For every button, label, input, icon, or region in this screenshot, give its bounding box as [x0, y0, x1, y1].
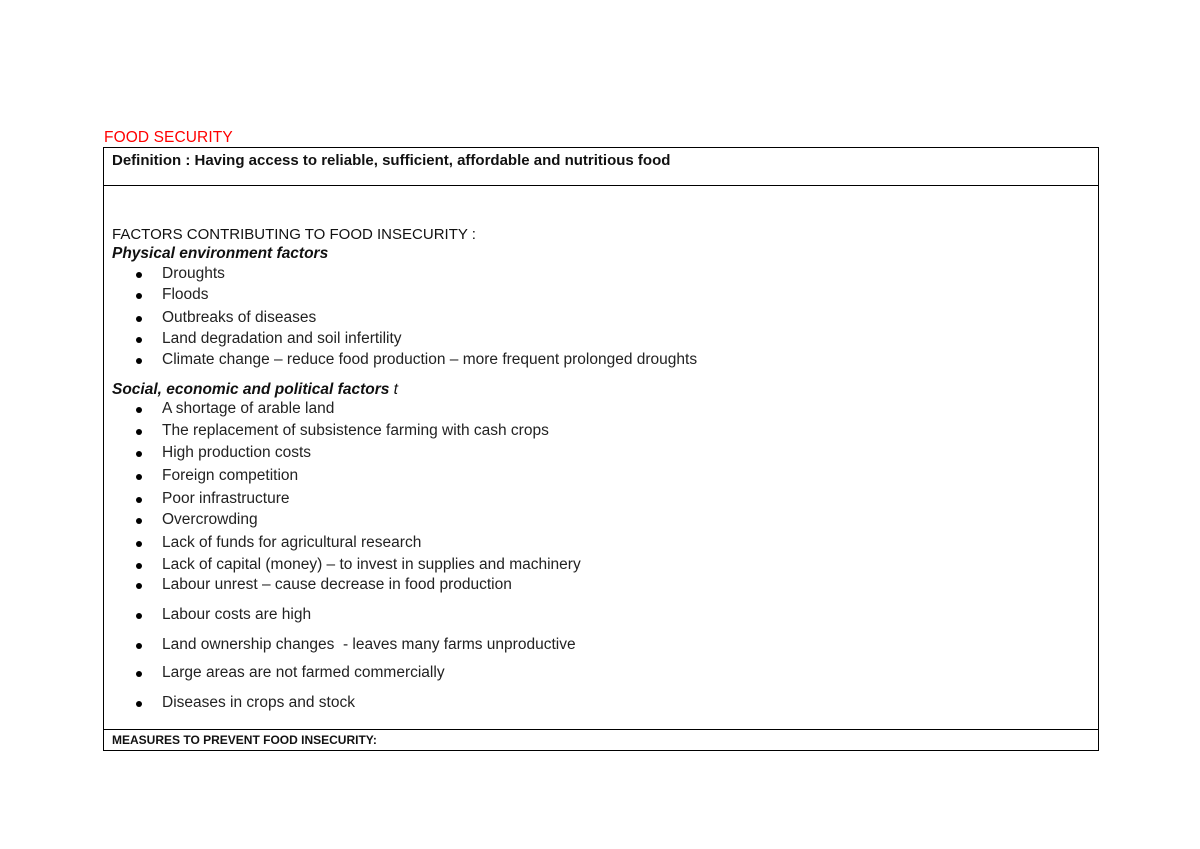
- document-title: FOOD SECURITY: [104, 129, 233, 146]
- bullet-icon: [136, 613, 142, 619]
- bullet-icon: [136, 518, 142, 524]
- bullet-icon: [136, 671, 142, 677]
- bullet-icon: [136, 497, 142, 503]
- factors-heading: FACTORS CONTRIBUTING TO FOOD INSECURITY :: [112, 226, 476, 243]
- bullet-icon: [136, 451, 142, 457]
- bullet-icon: [136, 358, 142, 364]
- social-factors-heading-text: Social, economic and political factors: [112, 381, 390, 398]
- bullet-icon: [136, 701, 142, 707]
- bullet-icon: [136, 643, 142, 649]
- bullet-icon: [136, 474, 142, 480]
- measures-heading: MEASURES TO PREVENT FOOD INSECURITY:: [112, 733, 377, 747]
- factors-row: FACTORS CONTRIBUTING TO FOOD INSECURITY : Physical environment factors Droughts Floods Outbreaks of diseases Land degradation and soil infertility Climate change – reduce food production – more frequent prolonged droughts Social, economic and political factors t A shortage of arable land The replacement of subsistence farming with cash crops High production costs Foreign competition Poor infrastructure Overcrowding Lack of funds for agricultural research Lack of capital (money) – to invest in supplies and machinery Labour unrest – cause decrease in food production Labour costs are high Land ownership changes - leaves many farms unproductive Large areas are not farmed commercially Diseases in crops and stock: [104, 186, 1098, 730]
- definition-text: Definition : Having access to reliable, sufficient, affordable and nutritious food: [112, 152, 671, 169]
- bullet-icon: [136, 563, 142, 569]
- social-factors-heading-tail: t: [389, 381, 398, 398]
- bullet-icon: [136, 316, 142, 322]
- bullet-icon: [136, 407, 142, 413]
- bullet-icon: [136, 337, 142, 343]
- bullet-icon: [136, 429, 142, 435]
- definition-row: [104, 148, 1098, 186]
- social-factors-heading: [112, 381, 398, 399]
- food-security-table: [103, 147, 1099, 751]
- bullet-icon: [136, 293, 142, 299]
- physical-factors-heading: Physical environment factors: [112, 245, 329, 262]
- measures-row: [104, 730, 1098, 750]
- bullet-icon: [136, 541, 142, 547]
- bullet-icon: [136, 583, 142, 589]
- bullet-icon: [136, 272, 142, 278]
